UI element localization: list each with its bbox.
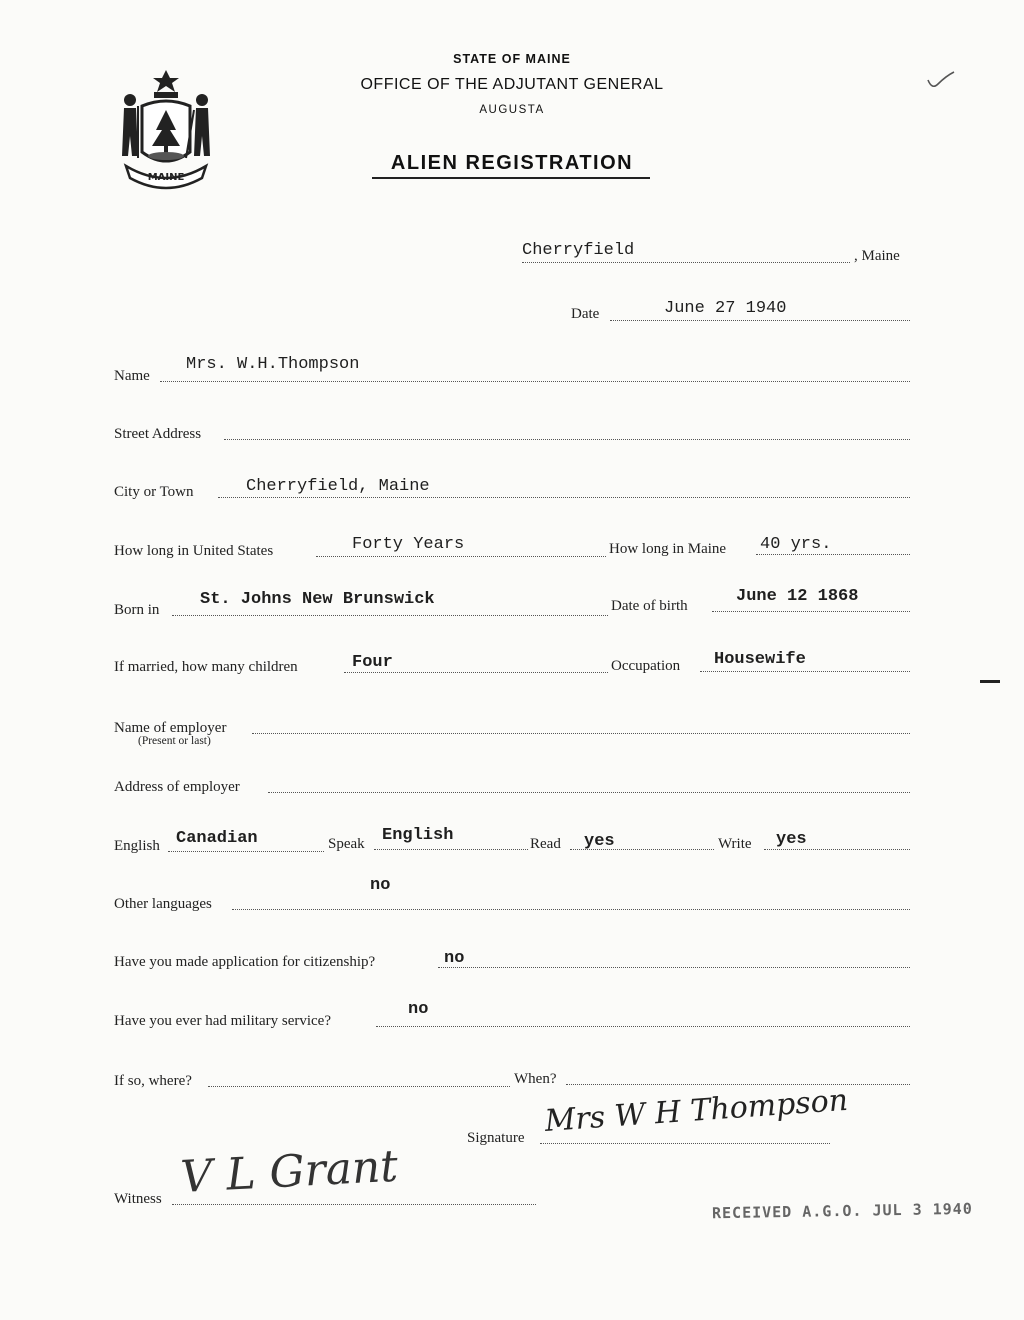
occupation-label: Occupation bbox=[611, 658, 681, 674]
city-label: City or Town bbox=[114, 484, 194, 500]
page-title: ALIEN REGISTRATION bbox=[390, 152, 634, 174]
speak-value: English bbox=[382, 826, 454, 845]
svg-text:MAINE: MAINE bbox=[147, 172, 185, 183]
born-label: Born in bbox=[114, 602, 160, 618]
date-value: June 27 1940 bbox=[664, 299, 787, 318]
witness-dots bbox=[172, 1204, 536, 1205]
military-label: Have you ever had military service? bbox=[114, 1013, 331, 1029]
other-languages-value: no bbox=[370, 876, 391, 895]
maine-value: 40 yrs. bbox=[760, 535, 832, 554]
employer-sublabel: (Present or last) bbox=[138, 735, 211, 747]
citizenship-label: Have you made application for citizenship? bbox=[114, 954, 376, 970]
dob-label: Date of birth bbox=[611, 598, 688, 614]
born-dots bbox=[172, 615, 608, 616]
speak-label: Speak bbox=[328, 836, 365, 852]
children-dots bbox=[344, 672, 608, 673]
speak-dots bbox=[374, 849, 528, 850]
english-dots bbox=[168, 851, 324, 852]
employer-address-label: Address of employer bbox=[114, 779, 240, 795]
when-label: When? bbox=[514, 1071, 557, 1087]
title-underline bbox=[372, 177, 650, 179]
employer-dots bbox=[252, 733, 910, 734]
us-dots bbox=[316, 556, 606, 557]
header-city: AUGUSTA bbox=[479, 104, 545, 116]
date-label: Date bbox=[571, 306, 600, 322]
occupation-value: Housewife bbox=[714, 650, 806, 669]
employer-label: Name of employer bbox=[114, 720, 227, 736]
signature-label: Signature bbox=[467, 1130, 525, 1146]
street-label: Street Address bbox=[114, 426, 202, 442]
signature-dots bbox=[540, 1143, 830, 1144]
when-dots bbox=[566, 1084, 910, 1085]
dob-dots bbox=[712, 611, 910, 612]
city-dots bbox=[218, 497, 910, 498]
military-value: no bbox=[408, 1000, 429, 1019]
read-label: Read bbox=[530, 836, 561, 852]
street-dots bbox=[224, 439, 910, 440]
other-languages-label: Other languages bbox=[114, 896, 212, 912]
name-value: Mrs. W.H.Thompson bbox=[186, 355, 360, 374]
where-dots bbox=[208, 1086, 510, 1087]
witness-label: Witness bbox=[114, 1191, 162, 1207]
employer-address-dots bbox=[268, 792, 910, 793]
citizenship-dots bbox=[438, 967, 910, 968]
citizenship-value: no bbox=[444, 949, 465, 968]
city-value: Cherryfield, Maine bbox=[246, 477, 430, 496]
maine-dots bbox=[756, 554, 910, 555]
place-dots bbox=[522, 262, 850, 263]
children-label: If married, how many children bbox=[114, 659, 298, 675]
occupation-dots bbox=[700, 671, 910, 672]
header-office: OFFICE OF THE ADJUTANT GENERAL bbox=[360, 76, 664, 93]
name-label: Name bbox=[114, 368, 150, 384]
read-value: yes bbox=[584, 832, 615, 851]
signature-value: Mrs W H Thompson bbox=[543, 1082, 850, 1139]
military-dots bbox=[376, 1026, 910, 1027]
received-stamp: RECEIVED A.G.O. JUL 3 1940 bbox=[711, 1199, 973, 1223]
date-dots bbox=[610, 320, 910, 321]
margin-mark bbox=[980, 680, 1000, 683]
english-label: English bbox=[114, 838, 160, 854]
other-languages-dots bbox=[232, 909, 910, 910]
witness-signature: V L Grant bbox=[179, 1140, 400, 1203]
maine-label: How long in Maine bbox=[609, 541, 727, 557]
english-value: Canadian bbox=[176, 829, 258, 848]
us-value: Forty Years bbox=[352, 535, 465, 554]
check-mark-icon bbox=[926, 70, 956, 92]
place-value: Cherryfield bbox=[522, 241, 635, 260]
write-label: Write bbox=[718, 836, 752, 852]
place-suffix: , Maine bbox=[854, 248, 900, 264]
dob-value: June 12 1868 bbox=[736, 587, 859, 606]
where-label: If so, where? bbox=[114, 1073, 192, 1089]
name-dots bbox=[160, 381, 910, 382]
header-state: STATE OF MAINE bbox=[453, 52, 571, 66]
children-value: Four bbox=[352, 653, 393, 672]
write-dots bbox=[764, 849, 910, 850]
born-value: St. Johns New Brunswick bbox=[200, 590, 435, 609]
write-value: yes bbox=[776, 830, 807, 849]
us-label: How long in United States bbox=[114, 543, 274, 559]
